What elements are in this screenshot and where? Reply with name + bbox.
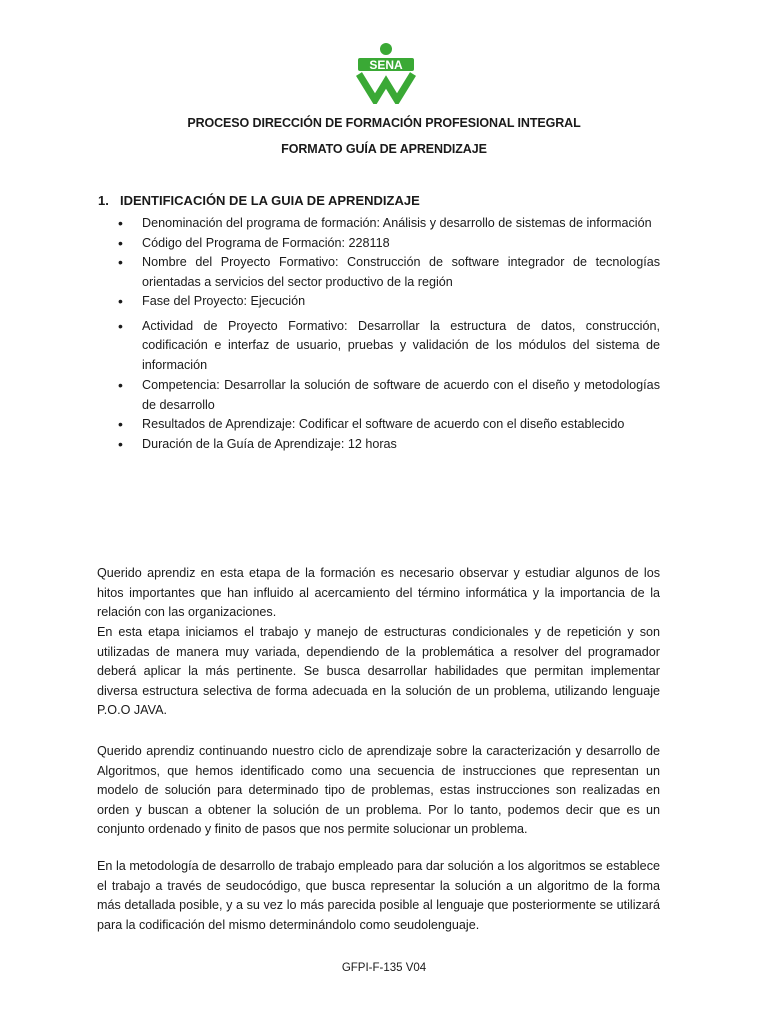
list-item: • Denominación del programa de formación: Análisis y desarrollo de sistemas de información [118,214,660,234]
structures-paragraph: En esta etapa iniciamos el trabajo y manejo de estructuras condicionales y de repetición y son utilizadas de manera muy variada, dependiendo de la problemática a resolver del programador deberá aplicar la más pertinente. Se busca desarrollar habilidades que permitan implementar diversa estructura selectiva de forma adecuada en la solución de un problema, utilizando lenguaje P.O.O JAVA. [97,625,660,718]
format-title: FORMATO GUÍA DE APRENDIZAJE [281,142,487,156]
list-item: • Actividad de Proyecto Formativo: Desarrollar la estructura de datos, construcción, codificación e interfaz de usuario, pruebas y validación de los módulos del sistema de información [118,317,660,376]
methodology-paragraph: En la metodología de desarrollo de trabajo empleado para dar solución a los algoritmos se establece el trabajo a través de seudocódigo, que busca representar la solución a un algoritmo de la forma más detallada posible, y a su vez lo más parecida posible al lenguaje que posteriormente se utilizará para la codificación del mismo determinándolo como seudolenguaje. [97,859,660,932]
list-item: • Resultados de Aprendizaje: Codificar el software de acuerdo con el diseño establecido [118,415,660,435]
footer-code: GFPI-F-135 V04 [341,962,427,974]
identification-list [118,214,660,454]
algorithms-paragraph: Querido aprendiz continuando nuestro ciclo de aprendizaje sobre la caracterización y desarrollo de Algoritmos, que hemos identificado como una secuencia de instrucciones que representan un modelo de solución para determinado tipo de problemas, estas instrucciones son realizadas en orden y buscan a obtener la solución de un problema. Por lo tanto, podemos decir que es un conjunto ordenado y finito de pasos que nos permite solucionar un problema. [97,744,660,837]
section-heading [98,193,420,208]
list-item: • Nombre del Proyecto Formativo: Construcción de software integrador de tecnologías orientadas a servicios del sector productivo de la región [118,253,660,292]
process-title: PROCESO DIRECCIÓN DE FORMACIÓN PROFESIONAL INTEGRAL [187,116,581,130]
sena-logo-icon [355,42,417,104]
list-item: • Duración de la Guía de Aprendizaje: 12 horas [118,435,660,455]
section-title-text: IDENTIFICACIÓN DE LA GUIA DE APRENDIZAJE [120,193,420,208]
sena-logo [355,42,417,104]
list-item: • Código del Programa de Formación: 228118 [118,234,660,254]
section-number: 1. [98,193,109,208]
list-item: • Competencia: Desarrollar la solución de software de acuerdo con el diseño y metodologías de desarrollo [118,376,660,415]
intro-paragraph: Querido aprendiz en esta etapa de la formación es necesario observar y estudiar algunos de los hitos importantes que han influido al acercamiento del término informática y la importancia de la relación con las organizaciones. [97,566,660,620]
logo-text: SENA [369,58,403,72]
list-item: • Fase del Proyecto: Ejecución [118,292,660,312]
